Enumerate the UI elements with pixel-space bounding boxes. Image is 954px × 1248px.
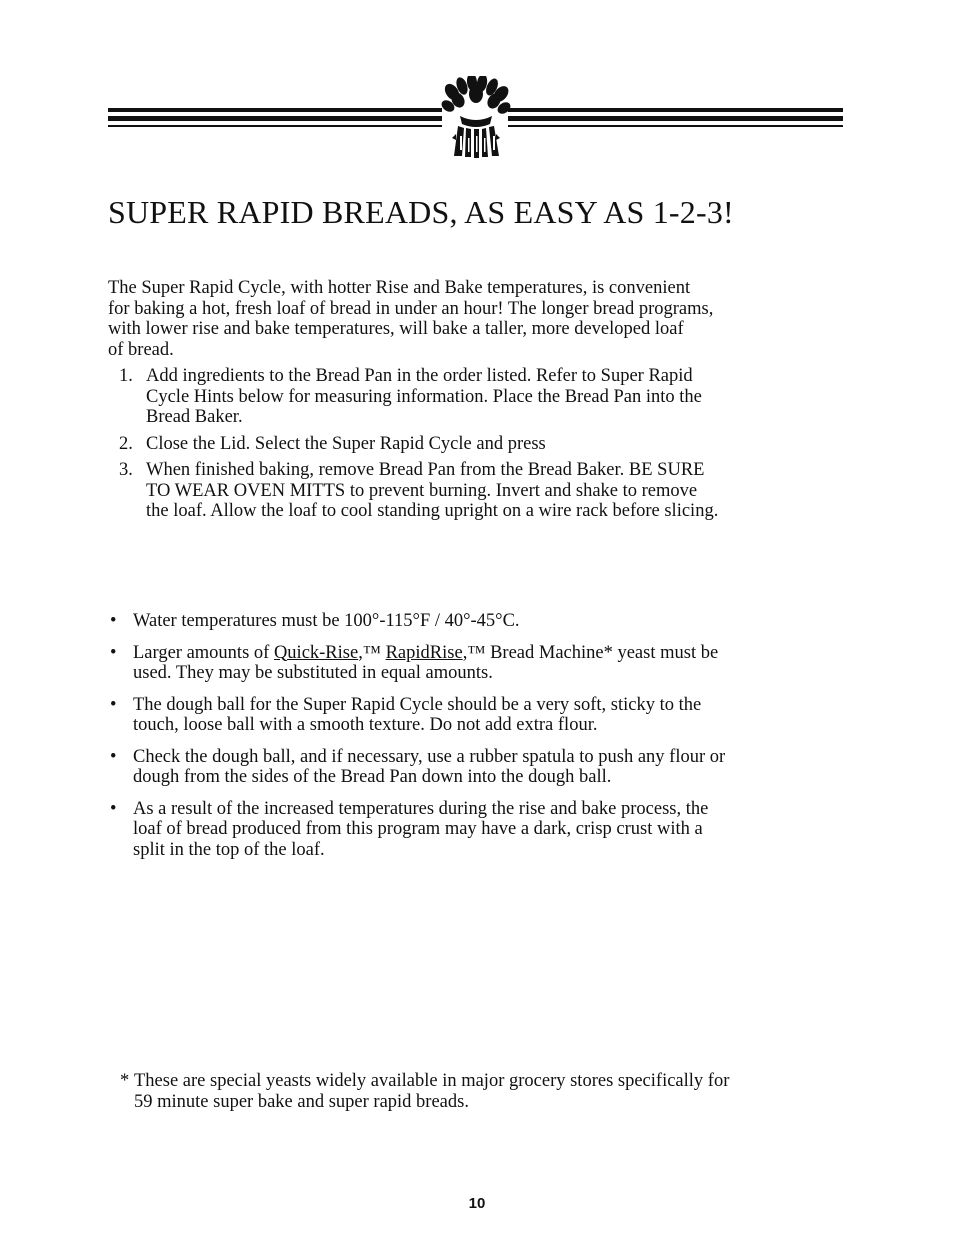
intro-line: for baking a hot, fresh loaf of bread in under an hour! The longer bread programs, bbox=[108, 298, 714, 319]
hint-line: As a result of the increased temperatures during the rise and bake process, the bbox=[133, 798, 709, 819]
hint-water bbox=[108, 611, 808, 632]
intro-paragraph bbox=[108, 278, 808, 360]
step-line: TO WEAR OVEN MITTS to prevent burning. Invert and shake to remove bbox=[146, 480, 698, 501]
intro-line: of bread. bbox=[108, 339, 174, 360]
step-item bbox=[108, 434, 808, 455]
bullet: • bbox=[110, 746, 117, 767]
step-line: Cycle Hints below for measuring information. Place the Bread Pan into the bbox=[146, 386, 702, 407]
hint-line: loaf of bread produced from this program may have a dark, crisp crust with a bbox=[133, 819, 703, 839]
brand-quick-rise: Quick-Rise bbox=[273, 642, 359, 663]
hint-dough bbox=[108, 695, 808, 736]
footnote-line: These are special yeasts widely available in major grocery stores specifically for bbox=[134, 1071, 730, 1091]
bullet: • bbox=[110, 694, 117, 715]
step-number: 3. bbox=[119, 460, 133, 480]
wheat-sheaf-icon bbox=[436, 76, 516, 160]
page-title: SUPER RAPID BREADS, AS EASY AS 1-2-3! bbox=[108, 194, 734, 230]
hint-line: used. They may be substituted in equal amounts. bbox=[133, 663, 493, 683]
footnote bbox=[120, 1071, 820, 1112]
steps-list bbox=[108, 366, 808, 528]
hints-list bbox=[108, 611, 808, 871]
step-number: 2. bbox=[119, 433, 133, 454]
hint-line: dough from the sides of the Bread Pan down into the dough ball. bbox=[133, 767, 612, 787]
header-rule-right bbox=[508, 104, 843, 128]
yeast-sep: ,™ bbox=[358, 642, 386, 663]
step-item bbox=[108, 460, 808, 522]
bullet: • bbox=[110, 798, 117, 819]
step-line: the loaf. Allow the loaf to cool standing upright on a wire rack before slicing. bbox=[146, 501, 719, 521]
brand-rapid-rise: RapidRise bbox=[385, 642, 463, 663]
step-item bbox=[108, 366, 808, 428]
step-line: Bread Baker. bbox=[146, 407, 243, 427]
step-line: When finished baking, remove Bread Pan from the Bread Baker. BE SURE bbox=[146, 460, 705, 480]
hint-line: The dough ball for the Super Rapid Cycle should be a very soft, sticky to the bbox=[133, 694, 702, 715]
page-number: 10 bbox=[468, 1195, 486, 1212]
hint-line: split in the top of the loaf. bbox=[133, 839, 325, 860]
hint-line: Water temperatures must be 100°-115°F / 40°-45°C. bbox=[133, 611, 520, 631]
hint-line: touch, loose ball with a smooth texture. Do not add extra flour. bbox=[133, 715, 598, 735]
hint-line: Check the dough ball, and if necessary, use a rubber spatula to push any flour or bbox=[133, 746, 726, 767]
hint-yeast bbox=[108, 643, 808, 684]
hint-line bbox=[133, 643, 808, 664]
footnote-line: 59 minute super bake and super rapid breads. bbox=[134, 1091, 469, 1112]
hint-check bbox=[108, 747, 808, 788]
footnote-asterisk: * bbox=[120, 1071, 130, 1091]
yeast-prefix: Larger amounts of bbox=[133, 642, 274, 663]
header-rule-left bbox=[108, 104, 442, 128]
bullet: • bbox=[110, 642, 117, 663]
yeast-suffix: ,™ Bread Machine* yeast must be bbox=[462, 642, 719, 663]
bullet: • bbox=[110, 611, 117, 631]
step-line: Close the Lid. Select the Super Rapid Cycle and press bbox=[146, 433, 546, 454]
step-number: 1. bbox=[119, 366, 133, 386]
intro-line: The Super Rapid Cycle, with hotter Rise and Bake temperatures, is convenient bbox=[108, 278, 691, 298]
hint-result bbox=[108, 799, 808, 861]
intro-line: with lower rise and bake temperatures, will bake a taller, more developed loaf bbox=[108, 319, 684, 339]
step-line: Add ingredients to the Bread Pan in the order listed. Refer to Super Rapid bbox=[146, 366, 693, 386]
